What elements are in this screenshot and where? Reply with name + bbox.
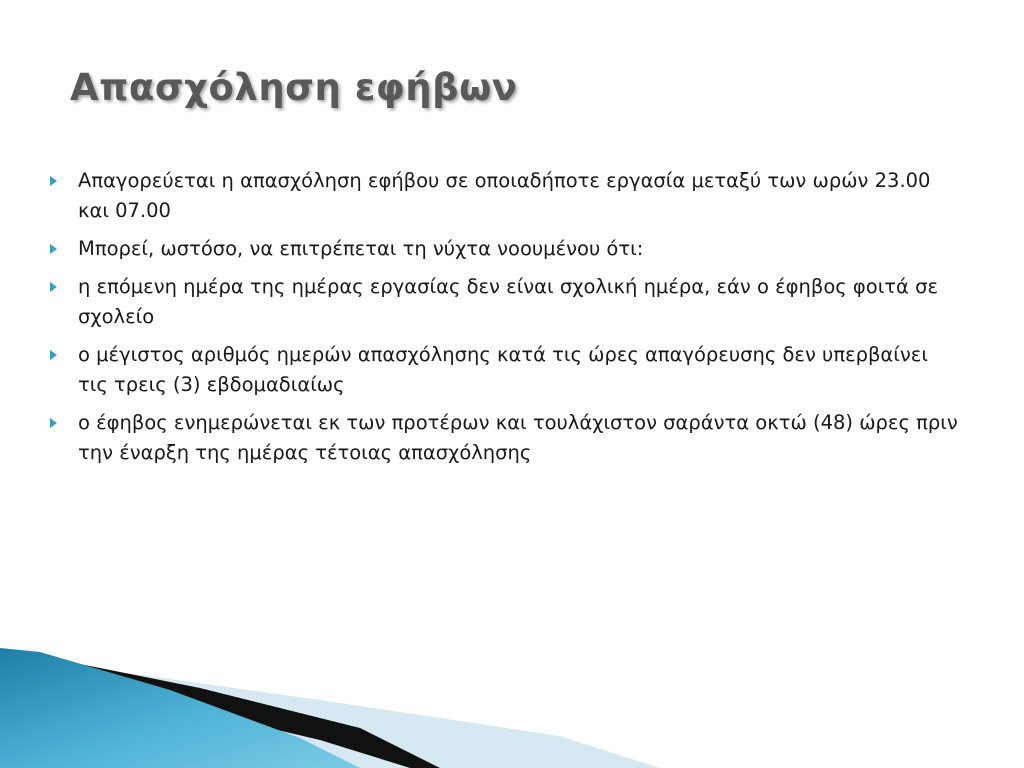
bullet-text: η επόμενη ημέρα της ημέρας εργασίας δεν είναι σχολική ημέρα, εάν ο έφηβος φοιτά σε σχολείο	[78, 275, 938, 328]
bullet-text: Απαγορεύεται η απασχόληση εφήβου σε οποιαδήποτε εργασία μεταξύ των ωρών 23.00 και 07.00	[78, 169, 931, 222]
slide-title: Απασχόληση εφήβων	[70, 66, 518, 109]
bullet-text: Μπορεί, ωστόσο, να επιτρέπεται τη νύχτα νοουμένου ότι:	[78, 237, 644, 260]
bullet-text: ο έφηβος ενημερώνεται εκ των προτέρων και τουλάχιστον σαράντα οκτώ (48) ώρες πριν την έναρξη της ημέρας τέτοιας απασχόλησης	[78, 411, 958, 464]
bullet-text: ο μέγιστος αριθμός ημερών απασχόλησης κατά τις ώρες απαγόρευσης δεν υπερβαίνει τις τρεις (3) εβδομαδιαίως	[78, 343, 928, 396]
